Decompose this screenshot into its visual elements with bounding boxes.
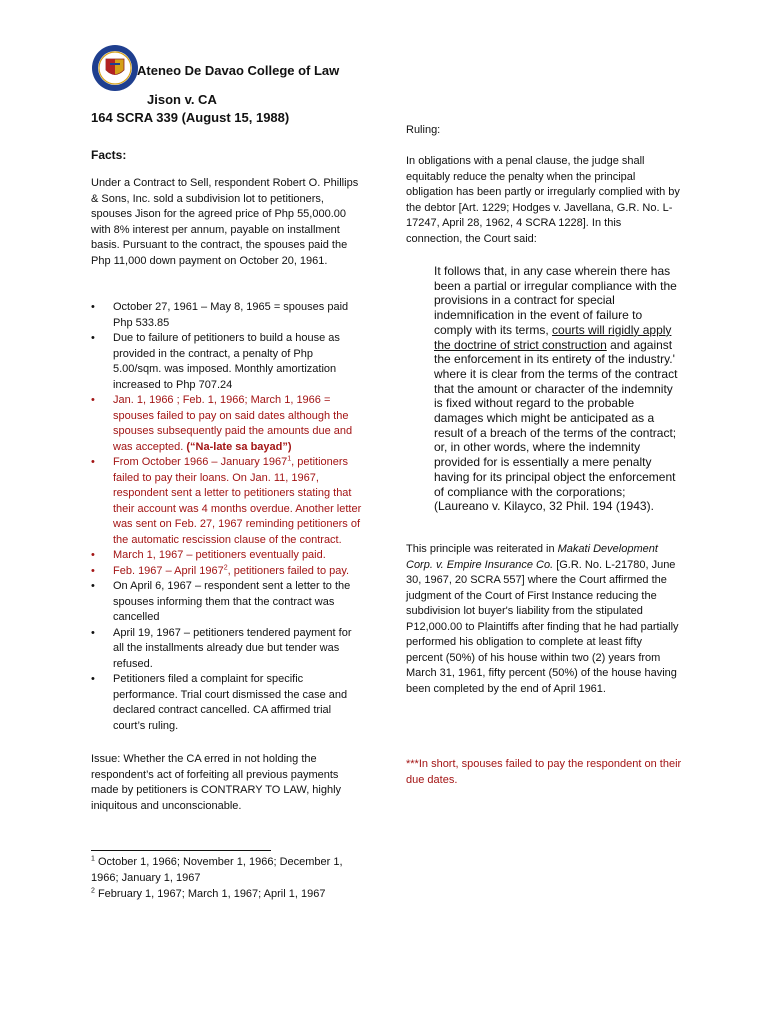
list-item-text: April 19, 1967 – petitioners tendered payment for all the installments already due but tender was refused. xyxy=(113,626,352,670)
bullet-icon: • xyxy=(91,673,95,685)
list-item-text: On April 6, 1967 – respondent sent a letter to the spouses informing them that the contract was cancelled xyxy=(113,580,351,623)
block-quote xyxy=(434,264,680,514)
list-item xyxy=(91,455,363,548)
ruling-heading: Ruling: xyxy=(406,124,441,136)
case-citation: 164 SCRA 339 (August 15, 1988) xyxy=(91,110,290,125)
list-item xyxy=(91,672,363,734)
ruling-paragraph: In obligations with a penal clause, the judge shall equitably reduce the penalty when the principal obligation has been partly or irregularly complied with by the debtor [Art. 1229; Hodges v. Javellana, G.R. No. L-17247, April 28, 1962, 4 SCRA 1228]. In this connection, the Court said: xyxy=(406,155,680,245)
quote-underlined: courts will rigidly apply the doctrine of strict construction xyxy=(434,322,672,352)
list-item xyxy=(91,331,363,393)
summary-note: ***In short, spouses failed to pay the respondent on their due dates. xyxy=(406,758,682,786)
list-item-emphasis: (“Na-late sa bayad”) xyxy=(186,440,292,453)
list-item-text: , petitioners failed to pay their loans. On Jan. 11, 1967, respondent sent a letter to petitioners stating that their account was 4 months overdue. Another letter was sent on Feb. 27, 1967 reminding petitioners of the automatic rescission clause of the contract. xyxy=(113,456,362,546)
case-name-italic: Makati Development Corp. v. Empire Insurance Co. xyxy=(406,543,658,571)
bullet-icon: • xyxy=(91,301,95,313)
quote-text: and against the enforcement in its entirety of the industry.' where it is clear from the terms of the contract that the amount or character of the indemnity is fixed without regard to the probable damages which might be anticipated as a result of a breach of the terms of the contract; or, in other words, where the indemnity provided for is essentially a mere penalty having for its principal object the enforcement of compliance with the corporations; (Laureano v. Kilayco, 32 Phil. 194 (1943). xyxy=(434,337,678,514)
footnote-text: February 1, 1967; March 1, 1967; April 1, 1967 xyxy=(94,888,326,900)
facts-bullet-list xyxy=(91,300,363,734)
bullet-icon: • xyxy=(91,580,95,592)
list-item-text: Feb. 1967 – April 1967 xyxy=(113,564,224,577)
list-item-text: Jan. 1, 1966 ; Feb. 1, 1966; March 1, 1966 = spouses failed to pay on said dates although the spouses subsequently paid the amounts due and was accepted. xyxy=(113,394,353,453)
facts-heading: Facts: xyxy=(91,148,127,162)
bullet-icon: • xyxy=(91,456,95,468)
quote-text: It follows that, in any case wherein there has been a partial or irregular compliance with the provisions in a contract for special indemnification in the event of failure to comply with its terms, xyxy=(434,264,677,337)
list-item xyxy=(91,564,363,580)
footnote-ref: 1 xyxy=(287,455,292,463)
list-item xyxy=(91,626,363,673)
principle-text: This principle was reiterated in xyxy=(406,543,558,555)
footnote-mark: 1 xyxy=(91,855,95,863)
case-title: Jison v. CA xyxy=(147,92,217,107)
bullet-icon: • xyxy=(91,549,95,561)
facts-intro: Under a Contract to Sell, respondent Robert O. Phillips & Sons, Inc. sold a subdivision lot to petitioners, spouses Jison for the agreed price of Php 55,000.00 with 8% interest per annum, payable on installment basis. Pursuant to the contract, the spouses paid the Php 11,000 down payment on October 20, 1961. xyxy=(91,177,359,267)
bullet-icon: • xyxy=(91,564,95,577)
list-item xyxy=(91,300,363,331)
school-name: Ateneo De Davao College of Law xyxy=(137,63,340,78)
list-item-text: , petitioners failed to pay. xyxy=(227,564,350,577)
footnote-divider xyxy=(91,850,271,851)
bullet-icon: • xyxy=(91,332,95,344)
bullet-icon: • xyxy=(91,394,95,406)
list-item-text: March 1, 1967 – petitioners eventually paid. xyxy=(113,549,326,561)
footnote-mark: 2 xyxy=(91,887,95,895)
footnote-1 xyxy=(91,855,371,886)
footnote-2 xyxy=(91,887,371,903)
footnote-ref: 2 xyxy=(223,563,228,571)
list-item-text: Petitioners filed a complaint for specific performance. Trial court dismissed the case and declared contract cancelled. CA affirmed trial court’s ruling. xyxy=(113,673,348,732)
list-item-text: October 27, 1961 – May 8, 1965 = spouses paid Php 533.85 xyxy=(113,301,349,329)
list-item-text: Due to failure of petitioners to build a house as provided in the contract, a penalty of Php 5.00/sqm. was imposed. Monthly amortization increased to Php 707.24 xyxy=(113,332,340,391)
list-item xyxy=(91,393,363,455)
list-item xyxy=(91,579,363,626)
footnote-text: October 1, 1966; November 1, 1966; December 1, 1966; January 1, 1967 xyxy=(91,856,343,884)
issue-paragraph: Issue: Whether the CA erred in not holding the respondent’s act of forfeiting all previous payments made by petitioners is CONTRARY TO LAW, highly iniquitous and unconscionable. xyxy=(91,753,342,812)
list-item-text: From October 1966 – January 1967 xyxy=(113,456,288,468)
school-seal-icon xyxy=(91,44,139,92)
bullet-icon: • xyxy=(91,626,95,639)
principle-paragraph xyxy=(406,542,680,697)
principle-text: [G.R. No. L-21780, June 30, 1967, 20 SCRA 557] where the Court affirmed the judgment of the Court of First Instance reducing the subdivision lot buyer's liability from the stipulated P12,000.00 to Plaintiffs after finding that he had partially performed his obligation to complete at least fifty percent (50%) of his house within two (2) years from March 31, 1961, fifty percent (50%) of the house having been completed by the end of April 1961. xyxy=(406,558,679,695)
list-item xyxy=(91,548,363,564)
